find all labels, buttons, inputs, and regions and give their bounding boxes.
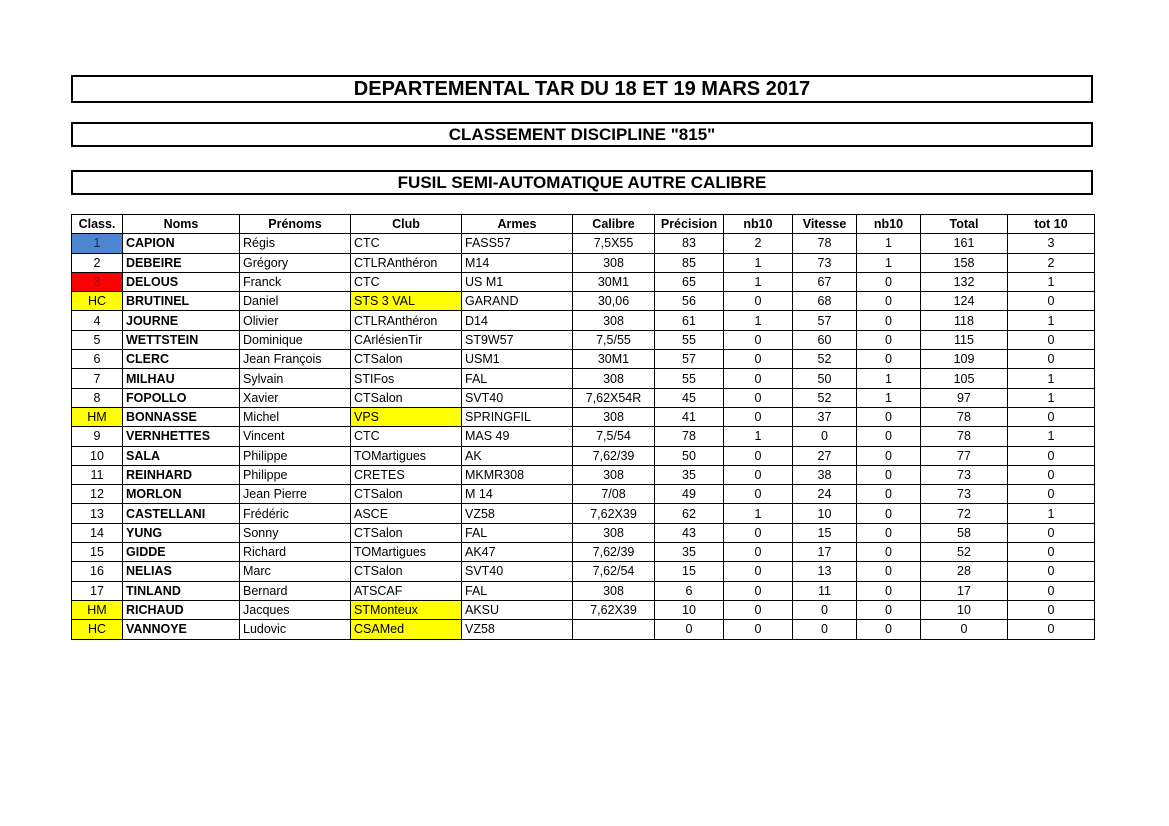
rank-cell: 12 <box>72 485 123 504</box>
tot10-cell: 0 <box>1008 330 1095 349</box>
col-nb10-vitesse: nb10 <box>857 215 921 234</box>
rank-cell: 9 <box>72 427 123 446</box>
calibre-cell <box>573 620 655 639</box>
category-title: FUSIL SEMI-AUTOMATIQUE AUTRE CALIBRE <box>71 170 1093 195</box>
calibre-cell: 7,5/55 <box>573 330 655 349</box>
total-cell: 72 <box>921 504 1008 523</box>
rank-cell: 16 <box>72 562 123 581</box>
club-cell: ATSCAF <box>351 581 462 600</box>
nb10-vitesse-cell: 0 <box>857 600 921 619</box>
prenom-cell: Sylvain <box>240 369 351 388</box>
precision-cell: 49 <box>655 485 724 504</box>
total-cell: 77 <box>921 446 1008 465</box>
calibre-cell: 30,06 <box>573 292 655 311</box>
calibre-cell: 308 <box>573 581 655 600</box>
nb10-precision-cell: 1 <box>724 272 793 291</box>
total-cell: 78 <box>921 427 1008 446</box>
nb10-vitesse-cell: 0 <box>857 292 921 311</box>
vitesse-cell: 0 <box>793 427 857 446</box>
club-cell: STIFos <box>351 369 462 388</box>
prenom-cell: Jean François <box>240 350 351 369</box>
rank-cell: 8 <box>72 388 123 407</box>
precision-cell: 43 <box>655 523 724 542</box>
calibre-cell: 308 <box>573 523 655 542</box>
nb10-precision-cell: 0 <box>724 620 793 639</box>
vitesse-cell: 10 <box>793 504 857 523</box>
nb10-precision-cell: 0 <box>724 543 793 562</box>
rank-cell: HC <box>72 620 123 639</box>
results-body <box>72 234 1095 639</box>
table-row <box>72 620 1095 639</box>
table-row <box>72 272 1095 291</box>
club-cell: CTSalon <box>351 562 462 581</box>
nom-cell: DEBEIRE <box>123 253 240 272</box>
nb10-vitesse-cell: 0 <box>857 543 921 562</box>
calibre-cell: 7,5X55 <box>573 234 655 253</box>
nb10-precision-cell: 0 <box>724 485 793 504</box>
calibre-cell: 30M1 <box>573 350 655 369</box>
nb10-vitesse-cell: 0 <box>857 427 921 446</box>
col-vitesse: Vitesse <box>793 215 857 234</box>
calibre-cell: 7,62X39 <box>573 504 655 523</box>
precision-cell: 6 <box>655 581 724 600</box>
vitesse-cell: 73 <box>793 253 857 272</box>
tot10-cell: 0 <box>1008 350 1095 369</box>
rank-cell: 4 <box>72 311 123 330</box>
nb10-precision-cell: 0 <box>724 369 793 388</box>
nb10-vitesse-cell: 1 <box>857 369 921 388</box>
nb10-precision-cell: 1 <box>724 427 793 446</box>
nom-cell: RICHAUD <box>123 600 240 619</box>
nom-cell: MORLON <box>123 485 240 504</box>
table-row <box>72 446 1095 465</box>
table-row <box>72 234 1095 253</box>
calibre-cell: 7,62X39 <box>573 600 655 619</box>
rank-cell: 14 <box>72 523 123 542</box>
total-cell: 73 <box>921 485 1008 504</box>
precision-cell: 41 <box>655 407 724 426</box>
club-cell: CSAMed <box>351 620 462 639</box>
nb10-precision-cell: 1 <box>724 504 793 523</box>
vitesse-cell: 38 <box>793 465 857 484</box>
rank-cell: 13 <box>72 504 123 523</box>
nb10-vitesse-cell: 0 <box>857 581 921 600</box>
vitesse-cell: 57 <box>793 311 857 330</box>
vitesse-cell: 37 <box>793 407 857 426</box>
nb10-vitesse-cell: 0 <box>857 272 921 291</box>
nom-cell: CLERC <box>123 350 240 369</box>
vitesse-cell: 60 <box>793 330 857 349</box>
prenom-cell: Sonny <box>240 523 351 542</box>
total-cell: 0 <box>921 620 1008 639</box>
nb10-vitesse-cell: 0 <box>857 330 921 349</box>
nom-cell: MILHAU <box>123 369 240 388</box>
arme-cell: MAS 49 <box>462 427 573 446</box>
calibre-cell: 7,62/39 <box>573 543 655 562</box>
arme-cell: M 14 <box>462 485 573 504</box>
nb10-vitesse-cell: 1 <box>857 388 921 407</box>
col-club: Club <box>351 215 462 234</box>
calibre-cell: 7,62/39 <box>573 446 655 465</box>
nb10-precision-cell: 0 <box>724 292 793 311</box>
rank-cell: HM <box>72 600 123 619</box>
prenom-cell: Marc <box>240 562 351 581</box>
rank-cell: 15 <box>72 543 123 562</box>
prenom-cell: Daniel <box>240 292 351 311</box>
club-cell: CTSalon <box>351 485 462 504</box>
col-total: Total <box>921 215 1008 234</box>
nb10-vitesse-cell: 0 <box>857 620 921 639</box>
table-row <box>72 388 1095 407</box>
nb10-precision-cell: 1 <box>724 311 793 330</box>
precision-cell: 78 <box>655 427 724 446</box>
arme-cell: SPRINGFIL <box>462 407 573 426</box>
total-cell: 97 <box>921 388 1008 407</box>
tot10-cell: 0 <box>1008 543 1095 562</box>
club-cell: STS 3 VAL <box>351 292 462 311</box>
prenom-cell: Olivier <box>240 311 351 330</box>
arme-cell: M14 <box>462 253 573 272</box>
nb10-precision-cell: 0 <box>724 446 793 465</box>
precision-cell: 35 <box>655 543 724 562</box>
club-cell: CTC <box>351 272 462 291</box>
arme-cell: D14 <box>462 311 573 330</box>
tot10-cell: 1 <box>1008 388 1095 407</box>
nb10-precision-cell: 0 <box>724 465 793 484</box>
calibre-cell: 7,5/54 <box>573 427 655 446</box>
total-cell: 10 <box>921 600 1008 619</box>
precision-cell: 35 <box>655 465 724 484</box>
table-row <box>72 600 1095 619</box>
rank-cell: 6 <box>72 350 123 369</box>
nom-cell: BRUTINEL <box>123 292 240 311</box>
col-armes: Armes <box>462 215 573 234</box>
nom-cell: TINLAND <box>123 581 240 600</box>
precision-cell: 10 <box>655 600 724 619</box>
header-row <box>72 215 1095 234</box>
total-cell: 105 <box>921 369 1008 388</box>
total-cell: 78 <box>921 407 1008 426</box>
prenom-cell: Bernard <box>240 581 351 600</box>
total-cell: 124 <box>921 292 1008 311</box>
total-cell: 109 <box>921 350 1008 369</box>
precision-cell: 83 <box>655 234 724 253</box>
nom-cell: REINHARD <box>123 465 240 484</box>
nb10-precision-cell: 0 <box>724 407 793 426</box>
vitesse-cell: 17 <box>793 543 857 562</box>
tot10-cell: 0 <box>1008 581 1095 600</box>
total-cell: 58 <box>921 523 1008 542</box>
nom-cell: YUNG <box>123 523 240 542</box>
nb10-vitesse-cell: 0 <box>857 407 921 426</box>
prenom-cell: Ludovic <box>240 620 351 639</box>
vitesse-cell: 52 <box>793 350 857 369</box>
col-precision: Précision <box>655 215 724 234</box>
tot10-cell: 0 <box>1008 600 1095 619</box>
nom-cell: BONNASSE <box>123 407 240 426</box>
tot10-cell: 2 <box>1008 253 1095 272</box>
nom-cell: VANNOYE <box>123 620 240 639</box>
rank-cell: 5 <box>72 330 123 349</box>
table-row <box>72 427 1095 446</box>
precision-cell: 57 <box>655 350 724 369</box>
prenom-cell: Régis <box>240 234 351 253</box>
tot10-cell: 0 <box>1008 485 1095 504</box>
arme-cell: SVT40 <box>462 562 573 581</box>
rank-cell: 7 <box>72 369 123 388</box>
nb10-precision-cell: 0 <box>724 523 793 542</box>
club-cell: CTSalon <box>351 523 462 542</box>
club-cell: CTLRAnthéron <box>351 311 462 330</box>
prenom-cell: Frédéric <box>240 504 351 523</box>
rank-cell: HM <box>72 407 123 426</box>
table-row <box>72 543 1095 562</box>
tot10-cell: 0 <box>1008 562 1095 581</box>
tot10-cell: 1 <box>1008 311 1095 330</box>
tot10-cell: 0 <box>1008 523 1095 542</box>
table-row <box>72 253 1095 272</box>
calibre-cell: 7,62X54R <box>573 388 655 407</box>
tot10-cell: 1 <box>1008 427 1095 446</box>
arme-cell: SVT40 <box>462 388 573 407</box>
table-row <box>72 523 1095 542</box>
vitesse-cell: 67 <box>793 272 857 291</box>
rank-cell: 17 <box>72 581 123 600</box>
club-cell: ASCE <box>351 504 462 523</box>
nom-cell: VERNHETTES <box>123 427 240 446</box>
prenom-cell: Xavier <box>240 388 351 407</box>
total-cell: 161 <box>921 234 1008 253</box>
precision-cell: 62 <box>655 504 724 523</box>
nb10-precision-cell: 2 <box>724 234 793 253</box>
calibre-cell: 30M1 <box>573 272 655 291</box>
calibre-cell: 7,62/54 <box>573 562 655 581</box>
precision-cell: 50 <box>655 446 724 465</box>
tot10-cell: 0 <box>1008 620 1095 639</box>
club-cell: CTLRAnthéron <box>351 253 462 272</box>
arme-cell: GARAND <box>462 292 573 311</box>
nb10-vitesse-cell: 0 <box>857 523 921 542</box>
table-row <box>72 504 1095 523</box>
calibre-cell: 308 <box>573 407 655 426</box>
nb10-precision-cell: 0 <box>724 581 793 600</box>
total-cell: 73 <box>921 465 1008 484</box>
total-cell: 17 <box>921 581 1008 600</box>
precision-cell: 45 <box>655 388 724 407</box>
rank-cell: 2 <box>72 253 123 272</box>
precision-cell: 55 <box>655 369 724 388</box>
arme-cell: FASS57 <box>462 234 573 253</box>
vitesse-cell: 0 <box>793 620 857 639</box>
precision-cell: 15 <box>655 562 724 581</box>
nb10-vitesse-cell: 0 <box>857 350 921 369</box>
discipline-subtitle: CLASSEMENT DISCIPLINE "815" <box>71 122 1093 147</box>
table-row <box>72 311 1095 330</box>
total-cell: 132 <box>921 272 1008 291</box>
rank-cell: 3 <box>72 272 123 291</box>
prenom-cell: Philippe <box>240 465 351 484</box>
precision-cell: 55 <box>655 330 724 349</box>
calibre-cell: 308 <box>573 465 655 484</box>
precision-cell: 56 <box>655 292 724 311</box>
arme-cell: AK <box>462 446 573 465</box>
vitesse-cell: 13 <box>793 562 857 581</box>
arme-cell: VZ58 <box>462 504 573 523</box>
nb10-precision-cell: 0 <box>724 388 793 407</box>
table-row <box>72 465 1095 484</box>
nom-cell: GIDDE <box>123 543 240 562</box>
arme-cell: ST9W57 <box>462 330 573 349</box>
arme-cell: MKMR308 <box>462 465 573 484</box>
club-cell: CTC <box>351 427 462 446</box>
vitesse-cell: 52 <box>793 388 857 407</box>
total-cell: 158 <box>921 253 1008 272</box>
arme-cell: FAL <box>462 523 573 542</box>
table-row <box>72 292 1095 311</box>
rank-cell: 11 <box>72 465 123 484</box>
club-cell: TOMartigues <box>351 543 462 562</box>
table-row <box>72 485 1095 504</box>
total-cell: 28 <box>921 562 1008 581</box>
prenom-cell: Philippe <box>240 446 351 465</box>
nom-cell: WETTSTEIN <box>123 330 240 349</box>
arme-cell: FAL <box>462 581 573 600</box>
table-row <box>72 562 1095 581</box>
arme-cell: US M1 <box>462 272 573 291</box>
nb10-precision-cell: 0 <box>724 350 793 369</box>
precision-cell: 61 <box>655 311 724 330</box>
club-cell: VPS <box>351 407 462 426</box>
arme-cell: AK47 <box>462 543 573 562</box>
vitesse-cell: 50 <box>793 369 857 388</box>
prenom-cell: Jean Pierre <box>240 485 351 504</box>
nom-cell: CAPION <box>123 234 240 253</box>
nb10-vitesse-cell: 0 <box>857 446 921 465</box>
nb10-vitesse-cell: 0 <box>857 562 921 581</box>
nom-cell: JOURNE <box>123 311 240 330</box>
nb10-vitesse-cell: 0 <box>857 465 921 484</box>
rank-cell: 10 <box>72 446 123 465</box>
vitesse-cell: 78 <box>793 234 857 253</box>
calibre-cell: 308 <box>573 369 655 388</box>
col-class: Class. <box>72 215 123 234</box>
table-row <box>72 407 1095 426</box>
club-cell: CArlésienTir <box>351 330 462 349</box>
prenom-cell: Richard <box>240 543 351 562</box>
col-calibre: Calibre <box>573 215 655 234</box>
rank-cell: HC <box>72 292 123 311</box>
tot10-cell: 0 <box>1008 292 1095 311</box>
table-row <box>72 350 1095 369</box>
arme-cell: FAL <box>462 369 573 388</box>
nb10-vitesse-cell: 0 <box>857 485 921 504</box>
club-cell: TOMartigues <box>351 446 462 465</box>
prenom-cell: Michel <box>240 407 351 426</box>
prenom-cell: Franck <box>240 272 351 291</box>
club-cell: CTSalon <box>351 350 462 369</box>
nb10-vitesse-cell: 0 <box>857 504 921 523</box>
prenom-cell: Vincent <box>240 427 351 446</box>
arme-cell: AKSU <box>462 600 573 619</box>
vitesse-cell: 15 <box>793 523 857 542</box>
vitesse-cell: 24 <box>793 485 857 504</box>
arme-cell: VZ58 <box>462 620 573 639</box>
prenom-cell: Dominique <box>240 330 351 349</box>
col-prenoms: Prénoms <box>240 215 351 234</box>
tot10-cell: 1 <box>1008 504 1095 523</box>
nom-cell: FOPOLLO <box>123 388 240 407</box>
nom-cell: NELIAS <box>123 562 240 581</box>
nb10-precision-cell: 1 <box>724 253 793 272</box>
nb10-precision-cell: 0 <box>724 562 793 581</box>
club-cell: STMonteux <box>351 600 462 619</box>
nb10-vitesse-cell: 0 <box>857 311 921 330</box>
club-cell: CRETES <box>351 465 462 484</box>
precision-cell: 85 <box>655 253 724 272</box>
vitesse-cell: 11 <box>793 581 857 600</box>
calibre-cell: 308 <box>573 311 655 330</box>
club-cell: CTC <box>351 234 462 253</box>
col-tot10: tot 10 <box>1008 215 1095 234</box>
table-row <box>72 581 1095 600</box>
calibre-cell: 308 <box>573 253 655 272</box>
tot10-cell: 1 <box>1008 369 1095 388</box>
prenom-cell: Grégory <box>240 253 351 272</box>
arme-cell: USM1 <box>462 350 573 369</box>
nom-cell: SALA <box>123 446 240 465</box>
tot10-cell: 0 <box>1008 407 1095 426</box>
total-cell: 52 <box>921 543 1008 562</box>
vitesse-cell: 0 <box>793 600 857 619</box>
nom-cell: CASTELLANI <box>123 504 240 523</box>
club-cell: CTSalon <box>351 388 462 407</box>
nb10-vitesse-cell: 1 <box>857 234 921 253</box>
table-row <box>72 369 1095 388</box>
nb10-vitesse-cell: 1 <box>857 253 921 272</box>
tot10-cell: 0 <box>1008 446 1095 465</box>
precision-cell: 0 <box>655 620 724 639</box>
prenom-cell: Jacques <box>240 600 351 619</box>
tot10-cell: 3 <box>1008 234 1095 253</box>
rank-cell: 1 <box>72 234 123 253</box>
col-nb10-precision: nb10 <box>724 215 793 234</box>
tot10-cell: 0 <box>1008 465 1095 484</box>
tot10-cell: 1 <box>1008 272 1095 291</box>
table-row <box>72 330 1095 349</box>
results-table <box>71 214 1095 640</box>
calibre-cell: 7/08 <box>573 485 655 504</box>
total-cell: 115 <box>921 330 1008 349</box>
col-noms: Noms <box>123 215 240 234</box>
precision-cell: 65 <box>655 272 724 291</box>
nb10-precision-cell: 0 <box>724 330 793 349</box>
total-cell: 118 <box>921 311 1008 330</box>
vitesse-cell: 68 <box>793 292 857 311</box>
page-title: DEPARTEMENTAL TAR DU 18 ET 19 MARS 2017 <box>71 75 1093 103</box>
nb10-precision-cell: 0 <box>724 600 793 619</box>
vitesse-cell: 27 <box>793 446 857 465</box>
nom-cell: DELOUS <box>123 272 240 291</box>
